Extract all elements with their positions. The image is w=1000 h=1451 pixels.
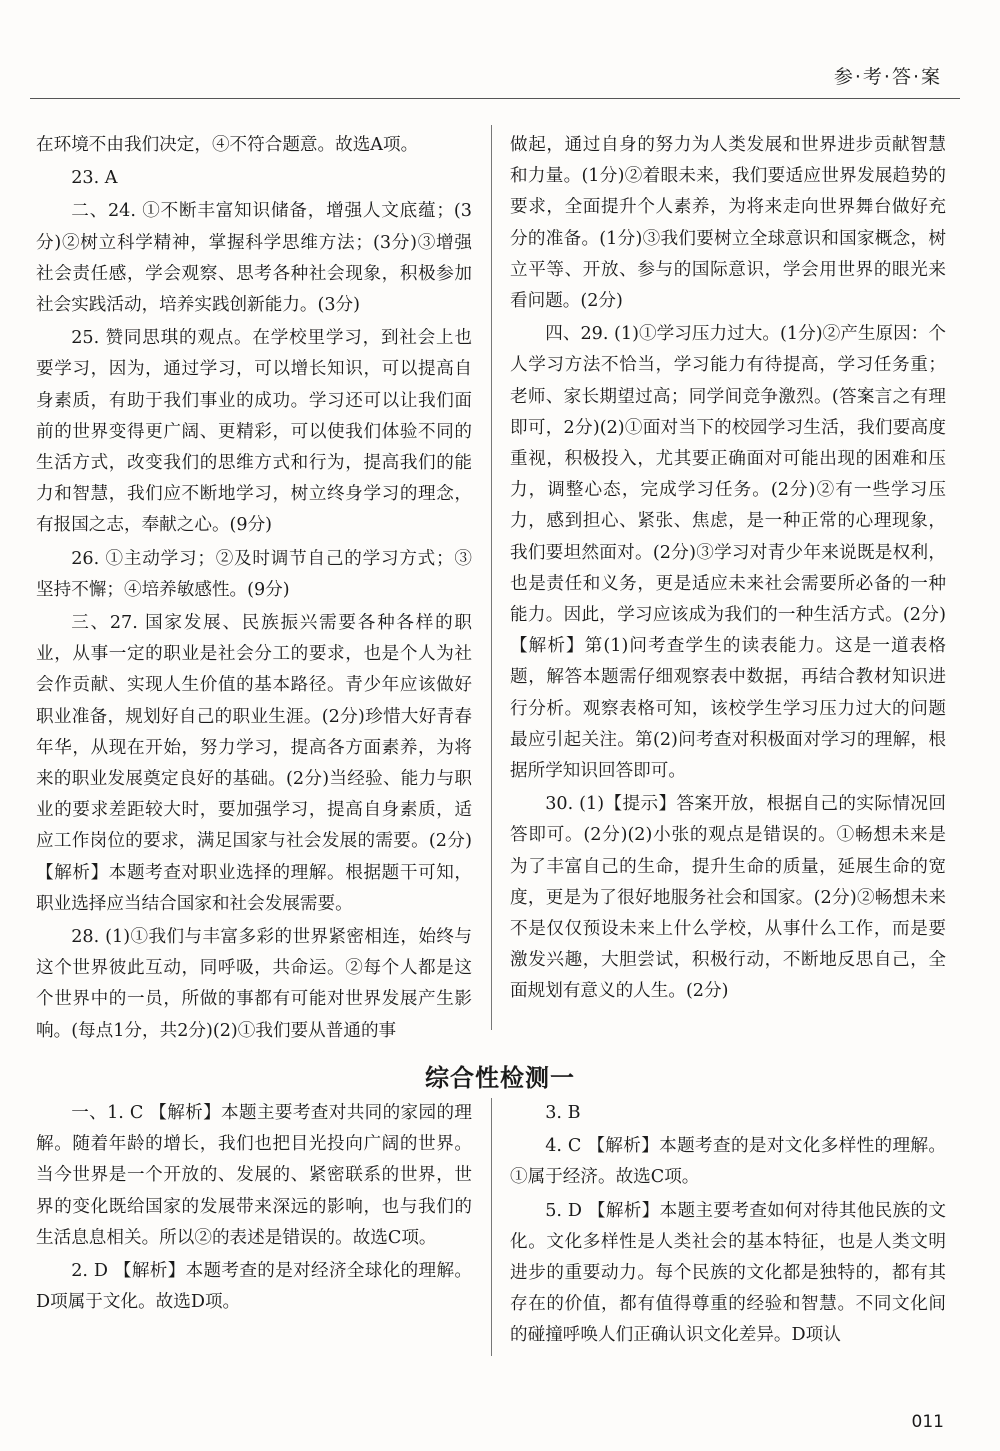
section-title: 综合性检测一 [425,1064,575,1092]
running-header: 参·考·答·案 [833,66,942,88]
paragraph: 三、27. 国家发展、民族振兴需要各种各样的职业，从事一定的职业是社会分工的要求，也是个人为社会作贡献、实现人生价值的基本路径。青少年应该做好职业准备，规划好自己的职业生涯。(2分)珍惜大好青春年华，从现在开始，努力学习，提高各方面素养，为将来的职业发展奠定良好的基础。(2分)当经验、能力与职业的要求差距较大时，要加强学习，提高自身素质，适应工作岗位的要求，满足国家与社会发展的需要。(2分)【解析】本题考查对职业选择的理解。根据题干可知，职业选择应当结合国家和社会发展需要。 [36,613,472,914]
paragraph: 23. A [71,168,118,189]
paragraph: 4. C 【解析】本题考查的是对文化多样性的理解。①属于经济。故选C项。 [510,1136,946,1188]
paragraph: 26. ①主动学习；②及时调节自己的学习方式；③坚持不懈；④培养敏感性。(9分) [36,548,472,600]
paragraph: 28. (1)①我们与丰富多彩的世界紧密相连，始终与这个世界彼此互动，同呼吸，共命运。②每个人都是这个世界中的一员，所做的事都有可能对世界发展产生影响。(每点1分，共2分)(2)①我们要从普通的事 [36,927,472,1041]
paragraph: 在环境不由我们决定，④不符合题意。故选A项。 [36,135,419,155]
top-left-column [36,130,472,1041]
paragraph: 一、1. C 【解析】本题主要考查对共同的家园的理解。随着年龄的增长，我们也把目光投向广阔的世界。当今世界是一个开放的、发展的、紧密联系的世界，世界的变化既给国家的发展带来深远的影响，也与我们的生活息息相关。所以②的表述是错误的。故选C项。 [36,1103,472,1248]
paragraph: 30. (1)【提示】答案开放，根据自己的实际情况回答即可。(2分)(2)小张的观点是错误的。①畅想未来是为了丰富自己的生命，提升生命的质量，延展生命的宽度，更是为了很好地服务社会和国家。(2分)②畅想未来不是仅仅预设未来上什么学校，从事什么工作，而是要激发兴趣，大胆尝试，积极行动，不断地反思自己，全面规划有意义的人生。(2分) [510,794,946,1002]
column-divider-bottom [491,1098,492,1356]
column-divider-top [491,125,492,1030]
paragraph: 二、24. ①不断丰富知识储备，增强人文底蕴；(3分)②树立科学精神，掌握科学思维方法；(3分)③增强社会责任感，学会观察、思考各种社会现象，积极参加社会实践活动，培养实践创新能力。(3分) [36,201,472,316]
paragraph: 3. B [545,1103,581,1123]
paragraph: 2. D 【解析】本题考查的是对经济全球化的理解。D项属于文化。故选D项。 [36,1261,472,1313]
header-divider [30,98,960,99]
page-number: 011 [911,1412,944,1432]
paragraph: 四、29. (1)①学习压力过大。(1分)②产生原因：个人学习方法不恰当，学习能力有待提高，学习任务重；老师、家长期望过高；同学间竞争激烈。(答案言之有理即可，2分)(2)①面对当下的校园学习生活，我们要高度重视，积极投入，尤其要正确面对可能出现的困难和压力，调整心态，完成学习任务。(2分)②有一些学习压力，感到担心、紧张、焦虑，是一种正常的心理现象，我们要坦然面对。(2分)③学习对青少年来说既是权利，也是责任和义务，更是适应未来社会需要所必备的一种能力。因此，学习应该成为我们的一种生活方式。(2分)【解析】第(1)问考查学生的读表能力。这是一道表格题，解答本题需仔细观察表中数据，再结合教材知识进行分析。观察表格可知，该校学生学习压力过大的问题最应引起关注。第(2)问考查对积极面对学习的理解，根据所学知识回答即可。 [510,324,946,782]
paragraph: 5. D 【解析】本题主要考查如何对待其他民族的文化。文化多样性是人类社会的基本特征，也是人类文明进步的重要动力。每个民族的文化都是独特的，都有其存在的价值，都有值得尊重的经验和智慧。不同文化间的碰撞呼唤人们正确认识文化差异。D项认 [510,1200,946,1346]
bottom-right-column [510,1098,946,1358]
bottom-left-column [36,1098,472,1358]
paragraph: 25. 赞同思琪的观点。在学校里学习，到社会上也要学习，因为，通过学习，可以增长知识，可以提高自身素质，有助于我们事业的成功。学习还可以让我们面前的世界变得更广阔、更精彩，可以使我们体验不同的生活方式，改变我们的思维方式和行为，提高我们的能力和智慧，我们应不断地学习，树立终身学习的理念，有报国之志，奉献之心。(9分) [36,328,472,536]
top-right-column [510,130,946,1030]
paragraph: 做起，通过自身的努力为人类发展和世界进步贡献智慧和力量。(1分)②着眼未来，我们要适应世界发展趋势的要求，全面提升个人素养，为将来走向世界舞台做好充分的准备。(1分)③我们要树立全球意识和国家概念，树立平等、开放、参与的国际意识，学会用世界的眼光来看问题。(2分) [510,135,946,312]
